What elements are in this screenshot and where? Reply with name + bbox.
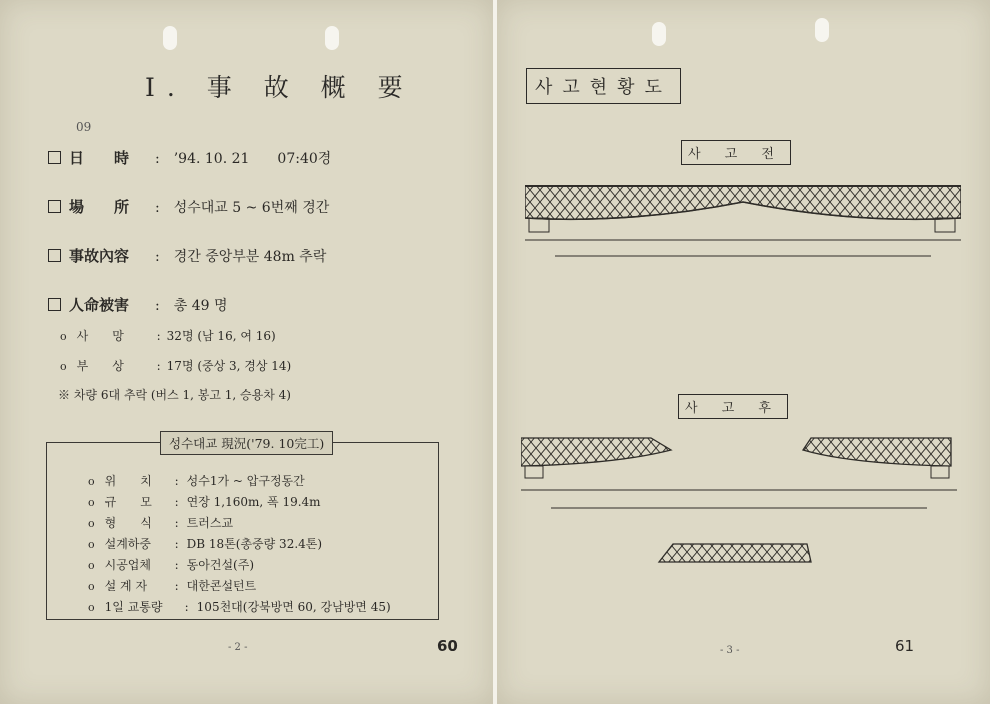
vehicle-note: ※ 차량 6대 추락 (버스 1, 봉고 1, 승용차 4) xyxy=(58,388,291,402)
checkbox-icon xyxy=(48,249,61,262)
box-item: o 시공업체 : 동아건설(주) xyxy=(88,558,254,572)
casualty-deaths: o 사 망 : 32명 (남 16, 여 16) xyxy=(60,329,276,343)
box-item: o 위 치 : 성수1가 ~ 압구정동간 xyxy=(88,474,305,488)
page-number: 61 xyxy=(895,637,915,655)
binder-hole xyxy=(815,18,829,42)
right-page xyxy=(497,0,990,704)
diagram-title: 사고현황도 xyxy=(526,68,681,104)
checkbox-icon xyxy=(48,298,61,311)
box-item-label: 1일 교통량 xyxy=(104,600,163,614)
item-value: ’94. 10. 21 07:40경 xyxy=(173,151,332,167)
box-item-label: 설계하중 xyxy=(104,537,151,551)
casualty-injuries: o 부 상 : 17명 (중상 3, 경상 14) xyxy=(60,359,292,373)
binder-hole xyxy=(325,26,339,50)
checkbox-icon xyxy=(48,200,61,213)
box-item-value: 트러스교 xyxy=(186,516,234,530)
casualty-value: 17명 (중상 3, 경상 14) xyxy=(166,359,292,373)
item-casualties: 人命被害 : 총 49 명 xyxy=(48,294,227,315)
box-item-value: 연장 1,160m, 폭 19.4m xyxy=(186,495,321,509)
checkbox-icon xyxy=(48,151,61,164)
item-place: 場 所 : 성수대교 5 ~ 6번째 경간 xyxy=(48,196,329,217)
bridge-before-diagram xyxy=(525,172,961,268)
casualty-value: 32명 (남 16, 여 16) xyxy=(166,329,276,343)
bridge-after-diagram xyxy=(521,430,957,520)
box-item-label: 위 치 xyxy=(104,474,152,488)
box-item-value: 동아건설(주) xyxy=(186,558,254,572)
box-item: o 설계하중 : DB 18톤(총중량 32.4톤) xyxy=(88,537,323,551)
box-item-label: 시공업체 xyxy=(104,558,151,572)
binder-hole xyxy=(163,26,177,50)
item-label: 日 時 xyxy=(69,149,130,167)
box-item-value: 105천대(강북방면 60, 강남방면 45) xyxy=(196,600,391,614)
casualty-label: 부 상 xyxy=(76,359,124,373)
box-item: o 규 모 : 연장 1,160m, 폭 19.4m xyxy=(88,495,321,509)
item-value: 총 49 명 xyxy=(173,298,228,314)
page-title: I. 事 故 概 要 xyxy=(145,73,415,102)
box-item: o 1일 교통량 : 105천대(강북방면 60, 강남방면 45) xyxy=(88,600,391,614)
box-item-value: 대한콘설턴트 xyxy=(186,579,257,593)
box-item: o 형 식 : 트러스교 xyxy=(88,516,234,530)
item-value: 성수대교 5 ~ 6번째 경간 xyxy=(173,200,330,216)
item-label: 場 所 xyxy=(69,198,130,216)
box-item-label: 형 식 xyxy=(104,516,152,530)
box-item-label: 설 계 자 xyxy=(104,579,148,593)
left-page xyxy=(0,0,493,704)
item-value: 경간 중앙부분 48m 추락 xyxy=(173,249,327,265)
box-item-value: 성수1가 ~ 압구정동간 xyxy=(186,474,305,488)
casualty-label: 사 망 xyxy=(76,329,124,343)
item-label: 人命被害 xyxy=(69,296,130,314)
page-marker: - 2 - xyxy=(228,642,248,653)
box-title: 성수대교 現況('79. 10完工) xyxy=(160,431,333,455)
box-item: o 설 계 자 : 대한콘설턴트 xyxy=(88,579,257,593)
page-marker: - 3 - xyxy=(720,645,740,656)
box-item-value: DB 18톤(총중량 32.4톤) xyxy=(186,537,323,551)
page-number: 60 xyxy=(437,637,458,655)
box-item-label: 규 모 xyxy=(104,495,152,509)
before-caption: 사 고 전 xyxy=(681,140,791,165)
collapsed-span-icon xyxy=(657,540,813,566)
stamp-mark: 09 xyxy=(76,120,92,134)
item-content: 事故內容 : 경간 중앙부분 48m 추락 xyxy=(48,245,326,266)
item-label: 事故內容 xyxy=(69,247,130,265)
binder-hole xyxy=(652,22,666,46)
item-date: 日 時 : ’94. 10. 21 07:40경 xyxy=(48,147,331,168)
after-caption: 사 고 후 xyxy=(678,394,788,419)
